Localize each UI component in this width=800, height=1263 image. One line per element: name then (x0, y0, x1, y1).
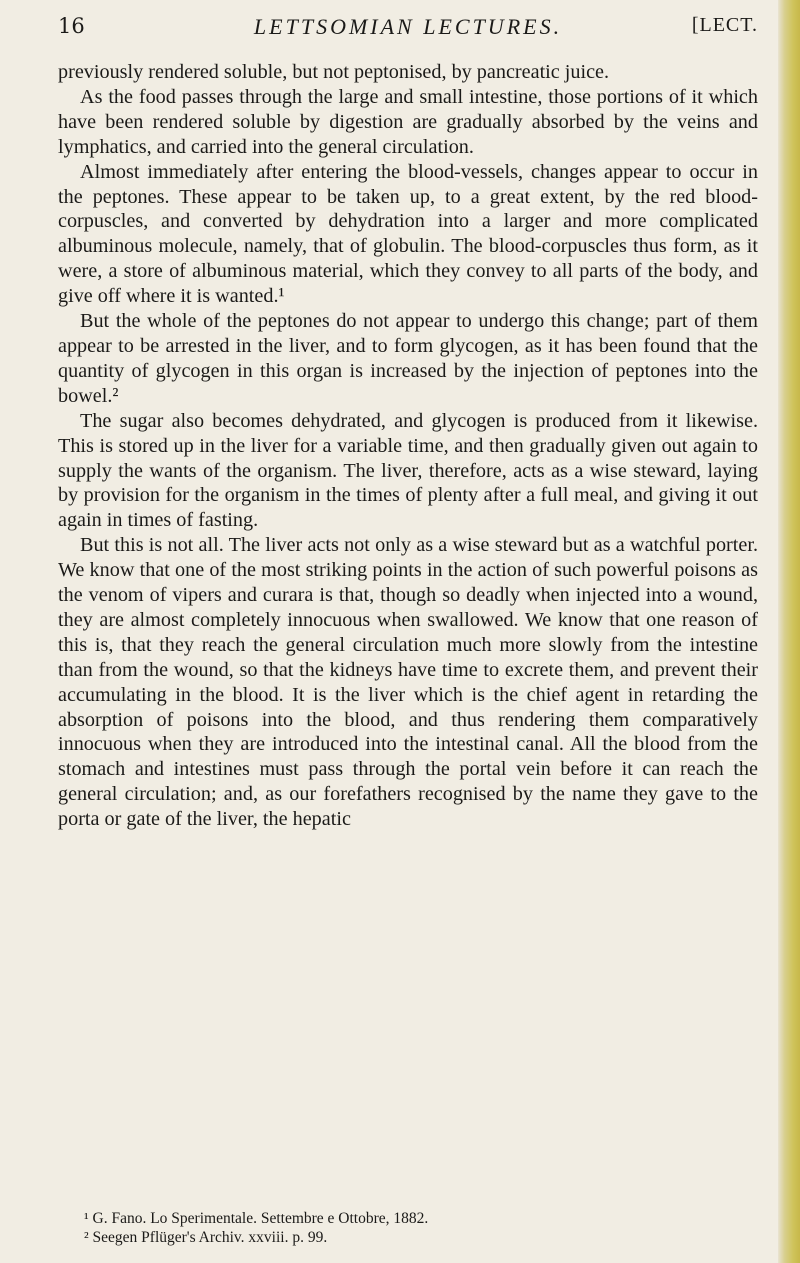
running-title: LETTSOMIAN LECTURES. (253, 14, 563, 39)
paragraph: But this is not all. The liver acts not only as a wise steward but as a watchful porter. We know that one of the most striking points in the action of such powerful poisons as the venom of vipers and curara is that, though so deadly when injected into a wound, they are almost completely innocuous when swallowed. We know that one reason of this is, that they reach the general circulation much more slowly from the intestine than from the wound, so that the kidneys have time to excrete them, and prevent their accumulating in the blood. It is the liver which is the chief agent in retarding the absorption of poisons into the blood, and thus rendering them comparatively innocuous when they are introduced into the intestinal canal. All the blood from the stomach and intestines must pass through the portal vein before it can reach the general circulation; and, as our forefathers recognised by the name they gave to the porta or gate of the liver, the hepatic (58, 534, 758, 831)
footnotes (58, 1209, 758, 1247)
page-edge (778, 0, 800, 1263)
section-label: [LECT. (691, 14, 758, 36)
paragraph: As the food passes through the large and small intestine, those portions of it which have been rendered soluble by digestion are gradually absorbed by the veins and lymphatics, and carried into the general circulation. (58, 85, 758, 158)
paragraph: Almost immediately after entering the blood-vessels, changes appear to occur in the peptones. These appear to be taken up, to a great extent, by the red blood-corpuscles, and converted by dehydration into a larger and more complicated albuminous molecule, namely, that of globulin. The blood-corpuscles thus form, as it were, a store of albuminous material, which they convey to all parts of the body, and give off where it is wanted.¹ (58, 160, 758, 308)
paragraph: The sugar also becomes dehydrated, and glycogen is produced from it likewise. This is stored up in the liver for a variable time, and then gradually given out again to supply the wants of the organism. The liver, therefore, acts as a wise steward, laying by provision for the organism in the times of plenty after a full meal, and giving it out again in times of fasting. (58, 409, 758, 532)
body-text (58, 60, 758, 832)
paragraph: previously rendered soluble, but not peptonised, by pancreatic juice. (58, 61, 610, 83)
footnote: ² Seegen Pflüger's Archiv. xxviii. p. 99. (84, 1229, 328, 1246)
footnote: ¹ G. Fano. Lo Sperimentale. Settembre e Ottobre, 1882. (84, 1210, 429, 1227)
paragraph: But the whole of the peptones do not appear to undergo this change; part of them appear to be arrested in the liver, and to form glycogen, as it has been found that the quantity of glycogen in this organ is increased by the injection of peptones into the bowel.² (58, 310, 758, 407)
page-number: 16 (58, 14, 85, 38)
page-header (58, 14, 758, 48)
